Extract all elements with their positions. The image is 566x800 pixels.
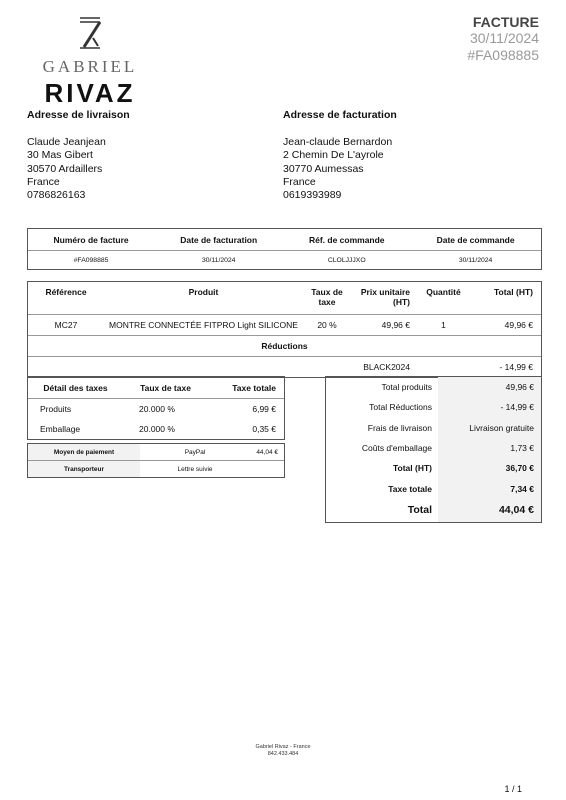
total-label: Frais de livraison <box>367 422 432 433</box>
total-value: - 14,99 € <box>438 397 541 417</box>
payment-amount: 44,04 € <box>250 444 284 461</box>
table-header-row <box>28 229 541 251</box>
table-row <box>28 419 284 439</box>
billing-line: 30770 Aumessas <box>283 162 364 175</box>
table-cell: 1 <box>411 315 476 336</box>
total-label: Total produits <box>381 382 432 393</box>
reductions-label: Réductions <box>28 336 541 357</box>
table-row <box>28 315 541 336</box>
totals-table <box>325 376 542 523</box>
billing-heading: Adresse de facturation <box>283 109 397 121</box>
total-row <box>326 397 541 417</box>
table-cell: 20.000 % <box>139 424 175 434</box>
column-header: Référence <box>28 282 104 315</box>
grand-total-row <box>326 499 541 522</box>
grand-total-value: 44,04 € <box>438 499 541 522</box>
tax-detail-table <box>27 376 285 440</box>
total-value: Livraison gratuite <box>438 418 541 438</box>
shipping-line: France <box>27 175 60 188</box>
billing-line: Jean-claude Bernardon <box>283 136 393 149</box>
table-row <box>28 399 284 420</box>
grand-total-label: Total <box>407 504 432 517</box>
shipping-line: 30570 Ardaillers <box>27 162 103 175</box>
page-footer <box>0 744 566 758</box>
column-header: Date de facturation <box>154 229 283 251</box>
logo-mark-icon <box>78 16 102 50</box>
billing-line: France <box>283 175 316 188</box>
payment-table <box>27 443 285 478</box>
table-row <box>28 461 284 478</box>
table-header-row <box>28 282 541 315</box>
table-cell: Produits <box>40 404 72 414</box>
invoice-header <box>467 14 539 64</box>
payment-method-value: PayPal <box>140 444 250 461</box>
reduction-row <box>28 357 541 378</box>
total-row <box>326 478 541 498</box>
table-row <box>28 251 541 270</box>
invoice-info-table <box>27 228 542 270</box>
table-cell: 49,96 € <box>476 315 541 336</box>
column-header: Numéro de facture <box>28 229 154 251</box>
payment-method-label: Moyen de paiement <box>28 444 140 461</box>
reduction-amount: - 14,99 € <box>499 362 533 372</box>
carrier-value: Lettre suivie <box>177 465 213 473</box>
billing-line: 2 Chemin De L'ayrole <box>283 149 384 162</box>
brand-name-top: GABRIEL <box>42 57 138 76</box>
total-row <box>326 377 541 397</box>
total-value: 36,70 € <box>438 458 541 478</box>
total-label: Total Réductions <box>369 402 432 413</box>
shipping-line: Claude Jeanjean <box>27 136 106 149</box>
invoice-date: 30/11/2024 <box>469 30 539 46</box>
table-row <box>28 444 284 461</box>
table-cell: #FA098885 <box>73 256 109 264</box>
table-cell: 6,99 € <box>252 404 276 414</box>
column-header: Taxe totale <box>208 377 284 399</box>
total-row <box>326 438 541 458</box>
column-header: Total (HT) <box>476 282 541 315</box>
product-table <box>27 281 542 378</box>
table-cell: CLOLJJJXO <box>327 256 366 264</box>
table-header-row <box>28 377 284 399</box>
shipping-address <box>27 109 130 202</box>
column-header: Prix unitaire (HT) <box>351 282 411 315</box>
brand-logo <box>30 16 150 108</box>
table-cell: 49,96 € <box>351 315 411 336</box>
table-cell: Emballage <box>40 424 81 434</box>
reductions-header-row <box>28 336 541 357</box>
invoice-title: FACTURE <box>472 14 539 30</box>
invoice-number: #FA098885 <box>467 47 539 63</box>
total-row <box>326 458 541 478</box>
column-header: Taux de taxe <box>123 377 208 399</box>
table-cell: MC27 <box>28 315 104 336</box>
total-label: Total (HT) <box>392 463 432 474</box>
column-header: Taux de taxe <box>303 282 351 315</box>
column-header: Réf. de commande <box>283 229 410 251</box>
table-cell: 0,35 € <box>252 424 276 434</box>
table-cell: 30/11/2024 <box>201 256 236 264</box>
footer-registration: 842.433.484 <box>267 751 299 757</box>
total-label: Taxe totale <box>388 483 432 494</box>
column-header: Produit <box>104 282 303 315</box>
billing-line: 0619393989 <box>283 189 342 202</box>
table-cell <box>250 461 284 478</box>
reduction-code: BLACK2024 <box>363 362 410 372</box>
carrier-label: Transporteur <box>28 461 140 478</box>
table-cell: MONTRE CONNECTÉE FITPRO Light SILICONE <box>104 315 303 336</box>
column-header: Date de commande <box>410 229 541 251</box>
column-header: Détail des taxes <box>28 377 123 399</box>
shipping-line: 0786826163 <box>27 189 86 202</box>
total-row <box>326 418 541 438</box>
shipping-line: 30 Mas Gibert <box>27 149 93 162</box>
page-number: 1 / 1 <box>504 784 522 794</box>
brand-name-bottom: RIVAZ <box>44 78 136 108</box>
total-label: Coûts d'emballage <box>361 443 432 454</box>
table-cell: 30/11/2024 <box>458 256 493 264</box>
total-value: 1,73 € <box>438 438 541 458</box>
total-value: 7,34 € <box>438 478 541 498</box>
total-value: 49,96 € <box>438 377 541 397</box>
shipping-heading: Adresse de livraison <box>27 109 130 121</box>
footer-company: Gabriel Rivaz - France <box>255 744 311 750</box>
billing-address <box>283 109 397 202</box>
table-cell: 20 % <box>303 315 351 336</box>
table-cell: 20.000 % <box>139 404 175 414</box>
column-header: Quantité <box>411 282 476 315</box>
